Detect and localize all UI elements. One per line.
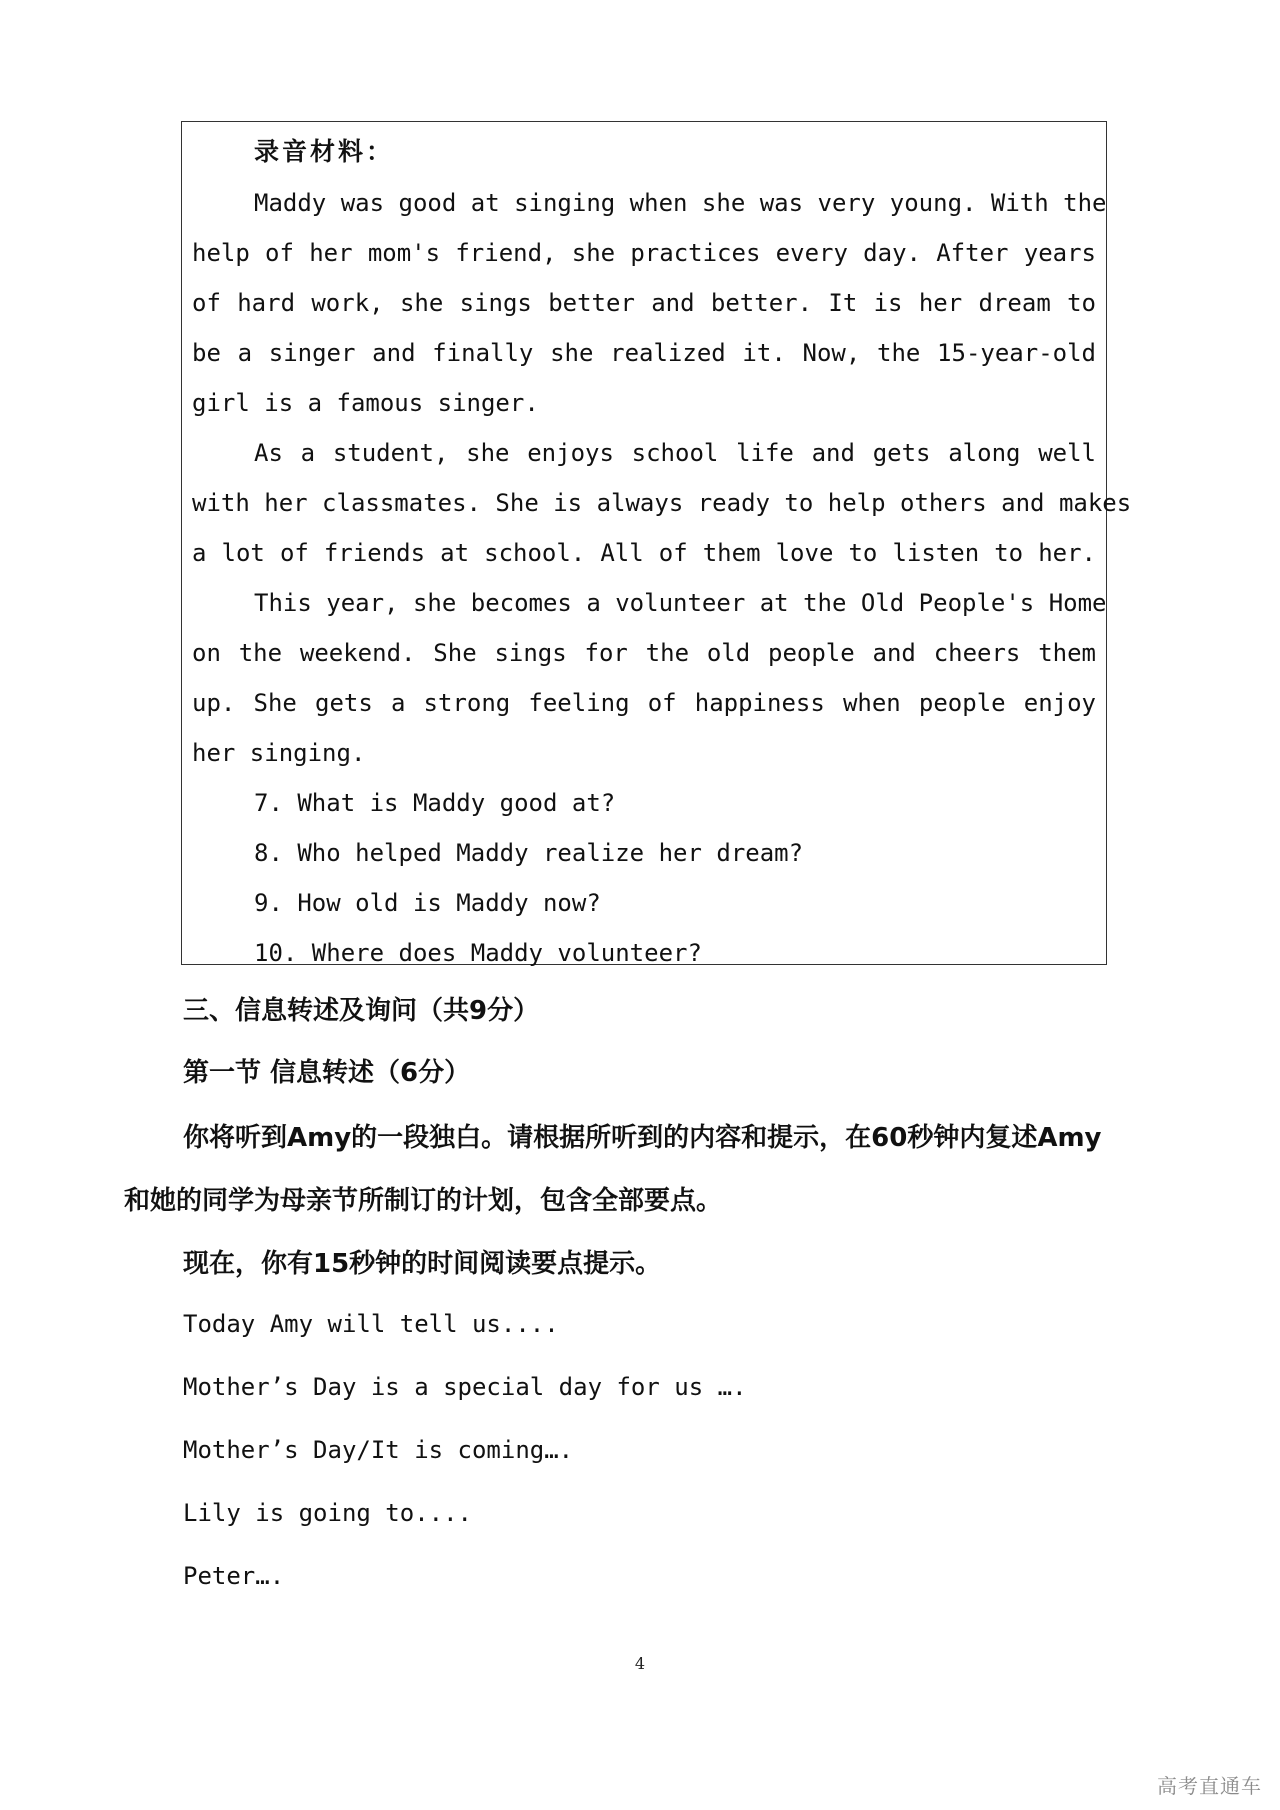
prompt-item: Lily is going to....: [183, 1499, 472, 1527]
transcript-line: This year, she becomes a volunteer at the Old People's Home: [254, 589, 1107, 617]
transcript-line: up. She gets a strong feeling of happiness when people enjoy: [192, 689, 1096, 717]
reading-time-note: 现在，你有15秒钟的时间阅读要点提示。: [183, 1249, 662, 1279]
transcript-heading: 录音材料：: [254, 137, 395, 166]
transcript-line: of hard work, she sings better and better. It is her dream to: [192, 289, 1096, 317]
question-item: 9. How old is Maddy now?: [254, 889, 601, 917]
prompt-item: Today Amy will tell us....: [183, 1310, 559, 1338]
question-item: 10. Where does Maddy volunteer?: [254, 939, 702, 967]
transcript-line: on the weekend. She sings for the old people and cheers them: [192, 639, 1096, 667]
watermark-text: 高考直通车: [1157, 1774, 1262, 1798]
instruction-line-2: 和她的同学为母亲节所制订的计划，包含全部要点。: [124, 1186, 723, 1216]
transcript-line: Maddy was good at singing when she was very young. With the: [254, 189, 1107, 217]
section-subtitle: 第一节 信息转述（6分）: [183, 1058, 471, 1088]
instruction-line-1: 你将听到Amy的一段独白。请根据所听到的内容和提示，在60秒钟内复述Amy: [183, 1123, 1102, 1153]
section-title: 三、信息转述及询问（共9分）: [183, 996, 540, 1026]
transcript-line: girl is a famous singer.: [192, 389, 539, 417]
prompt-item: Mother’s Day/It is coming….: [183, 1436, 574, 1464]
transcript-line: a lot of friends at school. All of them love to listen to her.: [192, 539, 1096, 567]
prompt-item: Peter….: [183, 1562, 285, 1590]
question-item: 7. What is Maddy good at?: [254, 789, 616, 817]
page-number: 4: [634, 1654, 646, 1673]
transcript-line: As a student, she enjoys school life and gets along well: [254, 439, 1096, 467]
transcript-line: be a singer and finally she realized it. Now, the 15-year-old: [192, 339, 1096, 367]
transcript-line: with her classmates. She is always ready to help others and makes: [192, 489, 1132, 517]
prompt-item: Mother’s Day is a special day for us ….: [183, 1373, 747, 1401]
transcript-line: help of her mom's friend, she practices every day. After years: [192, 239, 1096, 267]
transcript-line: her singing.: [192, 739, 366, 767]
question-item: 8. Who helped Maddy realize her dream?: [254, 839, 804, 867]
